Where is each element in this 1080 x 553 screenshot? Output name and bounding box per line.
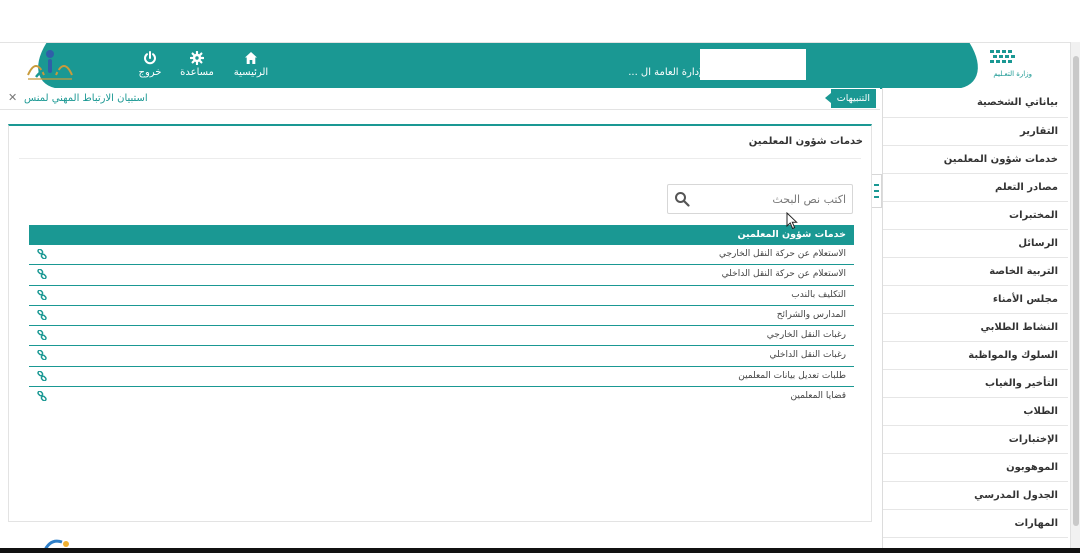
- sidebar-item-personal-data[interactable]: بياناتي الشخصية: [883, 88, 1068, 118]
- ministry-name: وزارة التعـليم: [993, 70, 1032, 78]
- sidebar-item-messages[interactable]: الرسائل: [883, 230, 1068, 258]
- sidebar-item-special-education[interactable]: التربية الخاصة: [883, 258, 1068, 286]
- main-panel: [8, 124, 872, 522]
- table-row[interactable]: [29, 346, 854, 366]
- page-scrollbar[interactable]: [1070, 42, 1080, 548]
- search-input[interactable]: [702, 185, 852, 213]
- sidebar-item-skills[interactable]: المهارات: [883, 510, 1068, 538]
- noor-logo-icon: [22, 45, 78, 85]
- link-icon[interactable]: [37, 371, 47, 381]
- sidebar-item-trustees-council[interactable]: مجلس الأمناء: [883, 286, 1068, 314]
- logout-button[interactable]: [128, 51, 172, 78]
- table-row[interactable]: [29, 367, 854, 387]
- page-title: خدمات شؤون المعلمين: [748, 136, 863, 147]
- row-label: قضايا المعلمين: [790, 391, 846, 402]
- sidebar-item-lateness-absence[interactable]: التأخير والغياب: [883, 370, 1068, 398]
- row-label: طلبات تعديل بيانات المعلمين: [738, 370, 846, 381]
- row-label: المدارس والشرائح: [776, 309, 846, 320]
- title-divider: [19, 158, 861, 159]
- sidebar-item-teacher-services[interactable]: خدمات شؤون المعلمين: [883, 146, 1068, 174]
- home-button[interactable]: [229, 51, 273, 78]
- sidebar-toggle[interactable]: [872, 174, 882, 208]
- table-row[interactable]: [29, 245, 854, 265]
- home-label: الرئيسية: [233, 67, 269, 78]
- sidebar-item-exams[interactable]: الإختبارات: [883, 426, 1068, 454]
- sidebar-item-reports[interactable]: التقارير: [883, 118, 1068, 146]
- close-icon[interactable]: ✕: [8, 91, 18, 104]
- link-icon[interactable]: [37, 290, 47, 300]
- sidebar-item-labs[interactable]: المختبرات: [883, 202, 1068, 230]
- search-icon[interactable]: [674, 191, 690, 207]
- table-row[interactable]: [29, 387, 854, 407]
- sidebar-item-school-schedule[interactable]: الجدول المدرسي: [883, 482, 1068, 510]
- link-icon[interactable]: [37, 310, 47, 320]
- top-header: [0, 42, 1072, 88]
- tab-notifications[interactable]: التنبيهات: [831, 89, 876, 108]
- row-label: الاستعلام عن حركة النقل الخارجي: [718, 249, 846, 259]
- scrollbar-thumb[interactable]: [1073, 56, 1079, 526]
- link-icon[interactable]: [37, 391, 47, 401]
- mouse-cursor-icon: [786, 212, 798, 230]
- row-label: التكليف بالندب: [791, 289, 846, 300]
- tab-survey[interactable]: استبيان الارتباط المهني لمنس: [24, 93, 148, 104]
- sidebar-item-learning-resources[interactable]: مصادر التعلم: [883, 174, 1068, 202]
- table-row[interactable]: [29, 306, 854, 326]
- sidebar-item-students[interactable]: الطلاب: [883, 398, 1068, 426]
- search-box: [667, 184, 853, 214]
- row-label: رغبات النقل الخارجي: [766, 330, 846, 341]
- bottom-edge: [0, 548, 1080, 553]
- link-icon[interactable]: [37, 249, 47, 259]
- table-row[interactable]: [29, 265, 854, 285]
- header-band: [70, 43, 952, 89]
- gear-icon: [190, 51, 204, 65]
- link-icon[interactable]: [37, 269, 47, 279]
- row-label: رغبات النقل الداخلي: [769, 350, 846, 361]
- row-label: الاستعلام عن حركة النقل الداخلي: [721, 269, 846, 280]
- sidebar-item-student-activity[interactable]: النشاط الطلابي: [883, 314, 1068, 342]
- table-header: خدمات شؤون المعلمين: [29, 225, 854, 245]
- table-row[interactable]: [29, 286, 854, 306]
- tab-strip: [0, 88, 880, 110]
- home-icon: [244, 51, 258, 65]
- ministry-logo: [966, 47, 1040, 81]
- logout-label: خروج: [138, 67, 162, 78]
- sidebar-item-behavior-attendance[interactable]: السلوك والمواظبة: [883, 342, 1068, 370]
- help-button[interactable]: [175, 51, 219, 78]
- table-row[interactable]: [29, 326, 854, 346]
- user-title: البنين - الإدارة العامة ال ...: [628, 67, 740, 78]
- services-table: [29, 225, 854, 407]
- ministry-logo-icon: [966, 47, 1040, 69]
- link-icon[interactable]: [37, 350, 47, 360]
- sidebar-item-gifted[interactable]: الموهوبون: [883, 454, 1068, 482]
- sidebar: [882, 88, 1068, 553]
- power-icon: [143, 51, 157, 65]
- link-icon[interactable]: [37, 330, 47, 340]
- help-label: مساعدة: [180, 67, 214, 78]
